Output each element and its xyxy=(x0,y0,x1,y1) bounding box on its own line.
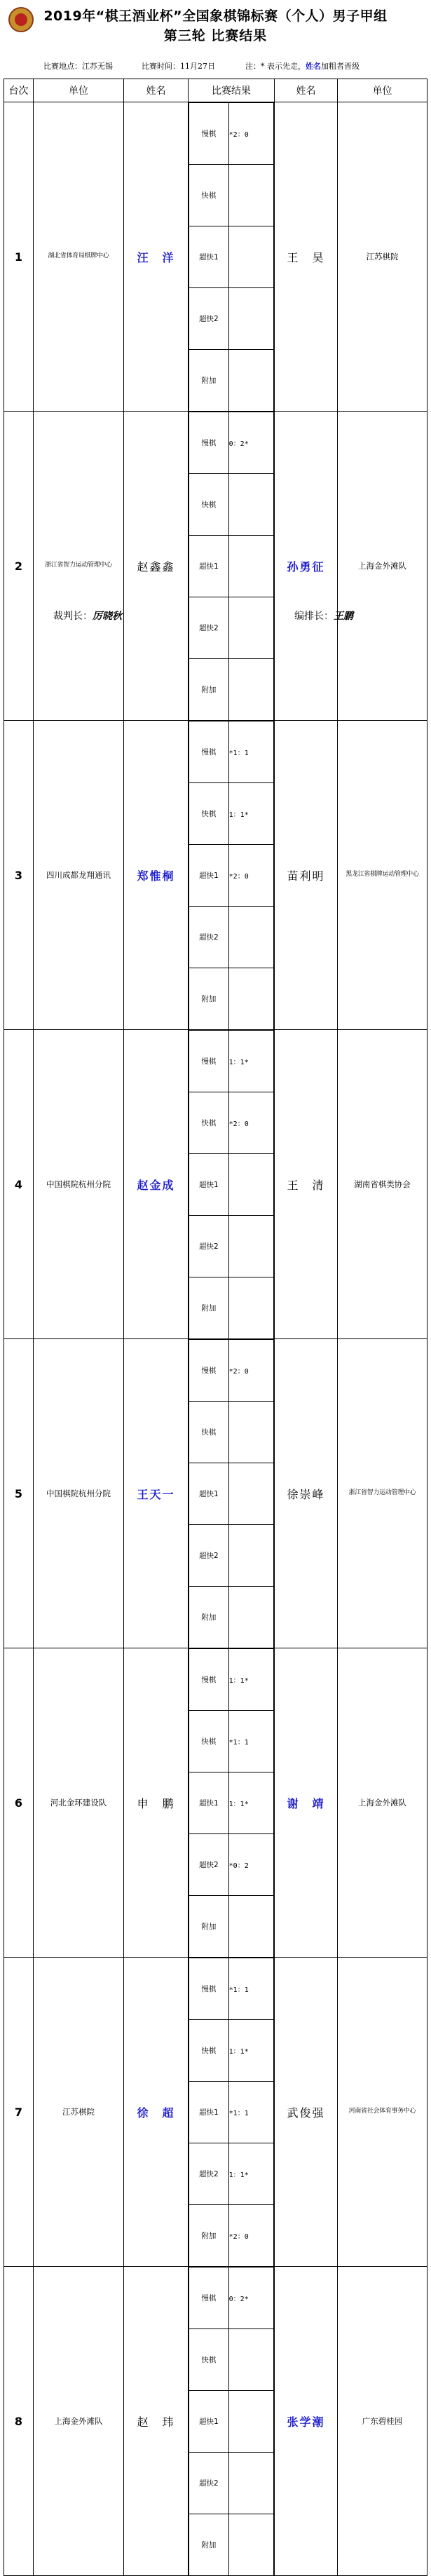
time-info xyxy=(142,60,215,72)
game-score: 1：1* xyxy=(228,2143,273,2205)
game-row xyxy=(189,1092,274,1154)
game-row xyxy=(189,1031,274,1092)
match-row xyxy=(4,1958,427,2267)
player-left: 申 鹏 xyxy=(124,1648,189,1958)
game-score xyxy=(228,597,273,659)
game-type-label: 慢棋 xyxy=(189,1031,229,1092)
col-unit-left: 单位 xyxy=(34,79,124,102)
game-type-label: 慢棋 xyxy=(189,1958,229,2020)
game-row xyxy=(189,2329,274,2391)
scheduler-label: 编排长： xyxy=(294,611,334,622)
game-type-label: 慢棋 xyxy=(189,1340,229,1402)
game-score xyxy=(228,1216,273,1277)
game-row xyxy=(189,2020,274,2082)
note-prefix: 注：* 表示先走， xyxy=(245,62,306,71)
player-right: 张学潮 xyxy=(275,2267,338,2576)
game-score: *2：0 xyxy=(228,1092,273,1154)
unit-left: 中国棋院杭州分院 xyxy=(34,1030,124,1339)
col-result: 比赛结果 xyxy=(189,79,275,102)
game-type-label: 快棋 xyxy=(189,783,229,845)
game-type-label: 快棋 xyxy=(189,1092,229,1154)
game-score: *2：0 xyxy=(228,1340,273,1402)
game-score: *0：2 xyxy=(228,1834,273,1896)
game-row xyxy=(189,103,274,165)
game-score: *2：0 xyxy=(228,845,273,907)
game-score: *1：1 xyxy=(228,1958,273,2020)
game-score xyxy=(228,2391,273,2453)
unit-right: 湖南省棋类协会 xyxy=(338,1030,427,1339)
game-row xyxy=(189,2082,274,2143)
player-left: 赵金成 xyxy=(124,1030,189,1339)
game-score xyxy=(228,907,273,968)
note-suffix: 加粗者晋级 xyxy=(321,62,360,71)
game-results-table xyxy=(189,1958,274,2266)
game-type-label: 超快2 xyxy=(189,2453,229,2514)
game-score xyxy=(228,226,273,288)
game-results-table xyxy=(189,2267,274,2575)
game-score xyxy=(228,2329,273,2391)
referee-label: 裁判长： xyxy=(53,611,93,622)
game-type-label: 超快1 xyxy=(189,845,229,907)
board-number: 5 xyxy=(4,1339,34,1648)
game-row xyxy=(189,2205,274,2267)
player-left: 赵鑫鑫 xyxy=(124,412,189,721)
game-results xyxy=(189,412,275,721)
game-results xyxy=(189,2267,275,2576)
match-row xyxy=(4,1030,427,1339)
game-type-label: 超快1 xyxy=(189,2391,229,2453)
board-number: 4 xyxy=(4,1030,34,1339)
game-type-label: 超快1 xyxy=(189,1154,229,1216)
game-results xyxy=(189,721,275,1030)
game-score xyxy=(228,659,273,721)
game-row xyxy=(189,1216,274,1277)
game-score xyxy=(228,2453,273,2514)
referee-signature: 厉晓秋 xyxy=(93,611,122,622)
game-type-label: 超快2 xyxy=(189,1525,229,1587)
player-right: 武俊强 xyxy=(275,1958,338,2267)
game-results-table xyxy=(189,721,274,1029)
match-row xyxy=(4,1339,427,1648)
unit-right: 上海金外滩队 xyxy=(338,1648,427,1958)
game-row xyxy=(189,783,274,845)
game-type-label: 附加 xyxy=(189,2205,229,2267)
player-right: 徐崇峰 xyxy=(275,1339,338,1648)
note-name: 姓名 xyxy=(306,62,321,71)
game-row xyxy=(189,1958,274,2020)
game-row xyxy=(189,536,274,597)
game-type-label: 附加 xyxy=(189,2514,229,2576)
game-row xyxy=(189,1896,274,1958)
board-number: 2 xyxy=(4,412,34,721)
game-score xyxy=(228,350,273,412)
unit-right: 浙江省智力运动管理中心 xyxy=(338,1339,427,1648)
game-score xyxy=(228,165,273,226)
game-score xyxy=(228,288,273,350)
player-left: 汪 洋 xyxy=(124,102,189,412)
player-left: 王天一 xyxy=(124,1339,189,1648)
player-right: 苗利明 xyxy=(275,721,338,1030)
game-score xyxy=(228,1402,273,1463)
board-number: 1 xyxy=(4,102,34,412)
game-score: 1：1* xyxy=(228,783,273,845)
game-type-label: 附加 xyxy=(189,1277,229,1339)
venue-value: 江苏无锡 xyxy=(82,62,113,71)
game-row xyxy=(189,659,274,721)
col-name-left: 姓名 xyxy=(124,79,189,102)
player-left: 徐 超 xyxy=(124,1958,189,2267)
player-right: 孙勇征 xyxy=(275,412,338,721)
game-score xyxy=(228,1896,273,1958)
match-row xyxy=(4,1648,427,1958)
game-score xyxy=(228,1587,273,1648)
unit-left: 湖北省体育局棋牌中心 xyxy=(34,102,124,412)
game-score xyxy=(228,474,273,536)
game-row xyxy=(189,2391,274,2453)
game-row xyxy=(189,845,274,907)
game-score: *1：1 xyxy=(228,721,273,783)
match-row xyxy=(4,102,427,412)
time-label: 比赛时间： xyxy=(142,62,180,71)
unit-left: 中国棋院杭州分院 xyxy=(34,1339,124,1648)
scheduler-line xyxy=(294,609,353,623)
game-type-label: 慢棋 xyxy=(189,1649,229,1711)
game-type-label: 快棋 xyxy=(189,474,229,536)
game-score xyxy=(228,1277,273,1339)
game-row xyxy=(189,1340,274,1402)
game-score: 1：1* xyxy=(228,2020,273,2082)
game-score xyxy=(228,968,273,1030)
game-results xyxy=(189,1030,275,1339)
game-type-label: 超快1 xyxy=(189,1463,229,1525)
game-row xyxy=(189,2267,274,2329)
match-row xyxy=(4,721,427,1030)
game-results-table xyxy=(189,1339,274,1648)
game-score: *2：0 xyxy=(228,2205,273,2267)
game-type-label: 快棋 xyxy=(189,1711,229,1772)
unit-right: 江苏棋院 xyxy=(338,102,427,412)
page-title: 2019年“棋王酒业杯”全国象棋锦标赛（个人）男子甲组 xyxy=(43,8,388,24)
game-type-label: 快棋 xyxy=(189,2329,229,2391)
player-left: 郑惟桐 xyxy=(124,721,189,1030)
game-row xyxy=(189,2143,274,2205)
game-type-label: 快棋 xyxy=(189,1402,229,1463)
game-type-label: 超快2 xyxy=(189,597,229,659)
game-type-label: 超快1 xyxy=(189,226,229,288)
game-row xyxy=(189,1711,274,1772)
unit-left: 河北金环建设队 xyxy=(34,1648,124,1958)
game-row xyxy=(189,165,274,226)
game-score: 1：1* xyxy=(228,1031,273,1092)
game-results xyxy=(189,1958,275,2267)
game-results-table xyxy=(189,102,274,411)
game-row xyxy=(189,1525,274,1587)
game-row xyxy=(189,1277,274,1339)
game-score: *1：1 xyxy=(228,2082,273,2143)
unit-right: 广东碧桂园 xyxy=(338,2267,427,2576)
unit-right: 黑龙江省棋牌运动管理中心 xyxy=(338,721,427,1030)
game-results xyxy=(189,1339,275,1648)
col-unit-right: 单位 xyxy=(338,79,427,102)
game-type-label: 慢棋 xyxy=(189,412,229,474)
referee-line xyxy=(53,609,122,623)
game-row xyxy=(189,288,274,350)
game-results-table xyxy=(189,1648,274,1957)
game-type-label: 超快2 xyxy=(189,288,229,350)
game-type-label: 附加 xyxy=(189,350,229,412)
game-row xyxy=(189,1834,274,1896)
game-row xyxy=(189,721,274,783)
match-row xyxy=(4,412,427,721)
col-board: 台次 xyxy=(4,79,34,102)
col-name-right: 姓名 xyxy=(275,79,338,102)
game-row xyxy=(189,1463,274,1525)
game-score: *2：0 xyxy=(228,103,273,165)
board-number: 6 xyxy=(4,1648,34,1958)
game-type-label: 超快1 xyxy=(189,2082,229,2143)
game-row xyxy=(189,1587,274,1648)
game-row xyxy=(189,907,274,968)
page-subtitle: 第三轮 比赛结果 xyxy=(163,28,268,43)
scheduler-signature: 王鹏 xyxy=(334,611,353,622)
game-row xyxy=(189,597,274,659)
game-score xyxy=(228,1154,273,1216)
game-score: 1：1* xyxy=(228,1772,273,1834)
game-type-label: 附加 xyxy=(189,968,229,1030)
game-results-table xyxy=(189,412,274,720)
game-type-label: 超快2 xyxy=(189,2143,229,2205)
game-type-label: 超快2 xyxy=(189,907,229,968)
player-right: 王 昊 xyxy=(275,102,338,412)
table-header-row xyxy=(4,79,427,102)
game-row xyxy=(189,1402,274,1463)
game-score: 0：2* xyxy=(228,2267,273,2329)
player-right: 王 清 xyxy=(275,1030,338,1339)
game-type-label: 超快2 xyxy=(189,1834,229,1896)
game-type-label: 附加 xyxy=(189,1587,229,1648)
match-row xyxy=(4,2267,427,2576)
game-type-label: 慢棋 xyxy=(189,2267,229,2329)
game-row xyxy=(189,1154,274,1216)
legend-note xyxy=(245,60,360,72)
results-table xyxy=(4,79,427,2576)
game-score xyxy=(228,2514,273,2576)
game-type-label: 超快1 xyxy=(189,536,229,597)
document-header xyxy=(0,0,431,74)
game-type-label: 附加 xyxy=(189,659,229,721)
game-type-label: 快棋 xyxy=(189,2020,229,2082)
player-right: 谢 靖 xyxy=(275,1648,338,1958)
board-number: 3 xyxy=(4,721,34,1030)
game-type-label: 慢棋 xyxy=(189,103,229,165)
game-score xyxy=(228,1463,273,1525)
unit-left: 江苏棋院 xyxy=(34,1958,124,2267)
board-number: 8 xyxy=(4,2267,34,2576)
game-type-label: 快棋 xyxy=(189,165,229,226)
game-row xyxy=(189,2514,274,2576)
game-row xyxy=(189,474,274,536)
unit-left: 上海金外滩队 xyxy=(34,2267,124,2576)
game-type-label: 附加 xyxy=(189,1896,229,1958)
game-score: 1：1* xyxy=(228,1649,273,1711)
game-results-table xyxy=(189,1030,274,1338)
time-value: 11月27日 xyxy=(180,62,215,71)
game-type-label: 超快2 xyxy=(189,1216,229,1277)
unit-right: 河南省社会体育事务中心 xyxy=(338,1958,427,2267)
game-results xyxy=(189,102,275,412)
game-type-label: 慢棋 xyxy=(189,721,229,783)
game-row xyxy=(189,226,274,288)
game-row xyxy=(189,350,274,412)
game-row xyxy=(189,1772,274,1834)
game-row xyxy=(189,2453,274,2514)
venue-info xyxy=(43,60,113,72)
game-score: *1：1 xyxy=(228,1711,273,1772)
unit-left: 四川成都龙翔通讯 xyxy=(34,721,124,1030)
venue-label: 比赛地点： xyxy=(43,62,82,71)
unit-left: 浙江省智力运动管理中心 xyxy=(34,412,124,721)
game-score xyxy=(228,1525,273,1587)
game-score: 0：2* xyxy=(228,412,273,474)
game-row xyxy=(189,968,274,1030)
unit-right: 上海金外滩队 xyxy=(338,412,427,721)
game-row xyxy=(189,412,274,474)
board-number: 7 xyxy=(4,1958,34,2267)
player-left: 赵 玮 xyxy=(124,2267,189,2576)
game-row xyxy=(189,1649,274,1711)
game-results xyxy=(189,1648,275,1958)
game-type-label: 超快1 xyxy=(189,1772,229,1834)
game-score xyxy=(228,536,273,597)
